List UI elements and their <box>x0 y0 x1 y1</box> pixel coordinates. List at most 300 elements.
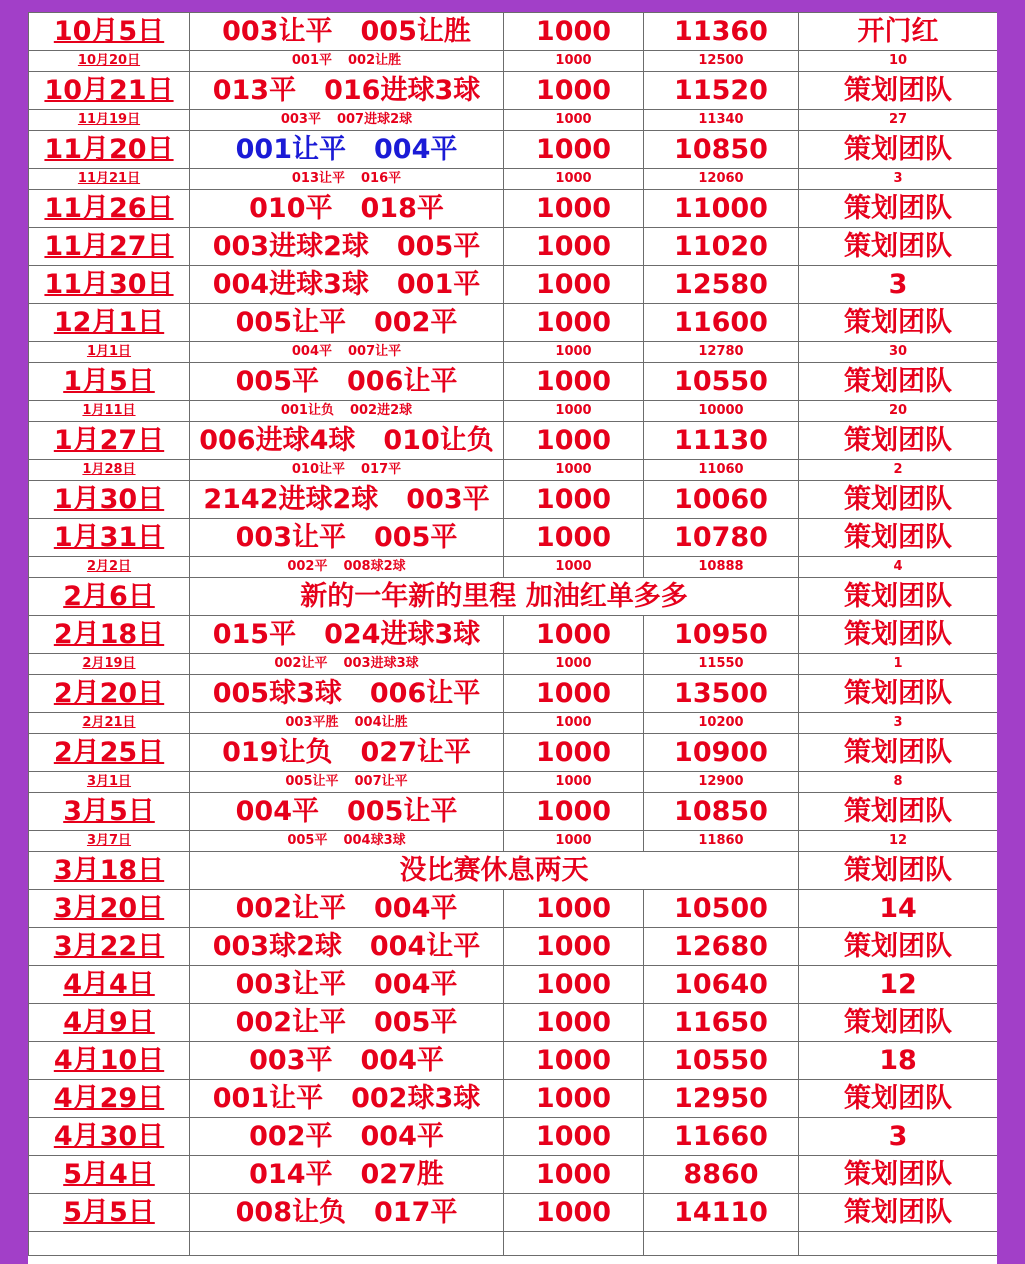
date-cell <box>29 557 190 578</box>
table-row <box>29 1118 998 1156</box>
note-cell <box>799 342 998 363</box>
return-cell <box>644 342 799 363</box>
note-text: 策划团队 <box>844 484 952 515</box>
return-cell <box>644 675 799 713</box>
date-cell <box>29 190 190 228</box>
pick-one: 004平 <box>235 796 319 827</box>
stake-cell <box>504 1194 644 1232</box>
empty-cell <box>504 1232 644 1256</box>
return-cell <box>644 713 799 734</box>
results-table-body <box>29 13 998 1256</box>
picks-cell <box>190 793 504 831</box>
return-value: 10500 <box>674 893 768 924</box>
stake-value: 1000 <box>535 619 612 650</box>
note-text: 策划团队 <box>844 931 952 962</box>
stake-value: 1000 <box>535 796 612 827</box>
return-value: 10550 <box>674 366 768 397</box>
pick-one: 019让负 <box>222 737 333 768</box>
note-text: 2 <box>893 462 903 477</box>
return-value: 10950 <box>674 619 768 650</box>
date-text: 1月30日 <box>53 484 165 515</box>
stake-cell <box>504 131 644 169</box>
note-text: 策划团队 <box>844 193 952 224</box>
table-row <box>29 928 998 966</box>
picks-cell <box>190 401 504 422</box>
date-cell <box>29 401 190 422</box>
return-value: 12900 <box>698 774 744 789</box>
return-value: 12580 <box>674 269 768 300</box>
note-cell <box>799 481 998 519</box>
stake-cell <box>504 481 644 519</box>
date-cell <box>29 1156 190 1194</box>
pick-one: 005让平 <box>235 307 346 338</box>
note-cell <box>799 616 998 654</box>
table-row <box>29 1232 998 1256</box>
picks-cell <box>190 169 504 190</box>
pick-two: 003进球3球 <box>343 656 419 671</box>
return-cell <box>644 169 799 190</box>
pick-two: 005平 <box>374 522 458 553</box>
stake-cell <box>504 304 644 342</box>
date-cell <box>29 51 190 72</box>
note-cell <box>799 1118 998 1156</box>
stake-cell <box>504 519 644 557</box>
stake-value: 1000 <box>535 269 612 300</box>
return-cell <box>644 557 799 578</box>
return-cell <box>644 1004 799 1042</box>
return-value: 12500 <box>698 53 744 68</box>
message-cell <box>190 852 799 890</box>
date-cell <box>29 675 190 713</box>
date-cell <box>29 342 190 363</box>
pick-two: 002平 <box>374 307 458 338</box>
pick-one: 005球3球 <box>212 678 342 709</box>
picks-cell <box>190 1080 504 1118</box>
stake-cell <box>504 890 644 928</box>
date-text: 5月5日 <box>63 1197 155 1228</box>
return-value: 12680 <box>674 931 768 962</box>
return-value: 11600 <box>674 307 768 338</box>
return-cell <box>644 131 799 169</box>
date-cell <box>29 890 190 928</box>
stake-value: 1000 <box>555 559 592 574</box>
note-text: 14 <box>879 893 917 924</box>
note-text: 策划团队 <box>844 1007 952 1038</box>
stake-cell <box>504 51 644 72</box>
date-cell <box>29 772 190 793</box>
note-text: 策划团队 <box>844 134 952 165</box>
date-text: 11月21日 <box>77 171 141 186</box>
return-cell <box>644 1080 799 1118</box>
pick-one: 003让平 <box>235 522 346 553</box>
stake-cell <box>504 616 644 654</box>
pick-one: 001让负 <box>280 403 334 418</box>
stake-value: 1000 <box>535 1045 612 1076</box>
picks-cell <box>190 72 504 110</box>
stake-value: 1000 <box>535 366 612 397</box>
stake-value: 1000 <box>535 678 612 709</box>
note-text: 策划团队 <box>844 1159 952 1190</box>
pick-one: 002平 <box>249 1121 333 1152</box>
stake-value: 1000 <box>535 969 612 1000</box>
pick-two: 006让平 <box>347 366 458 397</box>
return-value: 10900 <box>674 737 768 768</box>
stake-cell <box>504 734 644 772</box>
pick-one: 003让平 <box>235 969 346 1000</box>
stake-cell <box>504 342 644 363</box>
stake-value: 1000 <box>555 715 592 730</box>
date-text: 4月9日 <box>63 1007 155 1038</box>
pick-one: 003进球2球 <box>212 231 369 262</box>
table-row <box>29 304 998 342</box>
pick-two: 004让平 <box>369 931 481 962</box>
pick-two: 007让平 <box>354 774 408 789</box>
date-text: 2月18日 <box>53 619 165 650</box>
top-banner <box>0 0 1025 12</box>
picks-cell <box>190 460 504 481</box>
return-cell <box>644 1194 799 1232</box>
pick-one: 003平 <box>249 1045 333 1076</box>
table-row <box>29 519 998 557</box>
stake-value: 1000 <box>535 16 612 47</box>
note-cell <box>799 1042 998 1080</box>
stake-cell <box>504 266 644 304</box>
table-row <box>29 1194 998 1232</box>
stake-value: 1000 <box>555 833 592 848</box>
stake-value: 1000 <box>535 1083 612 1114</box>
results-sheet <box>28 12 997 1264</box>
return-value: 10060 <box>674 484 768 515</box>
pick-two: 027让平 <box>360 737 471 768</box>
return-value: 8860 <box>683 1159 759 1190</box>
picks-cell <box>190 966 504 1004</box>
table-row-detail <box>29 831 998 852</box>
return-value: 10000 <box>698 403 744 418</box>
table-row <box>29 966 998 1004</box>
date-text: 3月5日 <box>63 796 155 827</box>
stake-value: 1000 <box>535 307 612 338</box>
return-value: 11520 <box>674 75 768 106</box>
table-row <box>29 890 998 928</box>
note-cell <box>799 734 998 772</box>
stake-cell <box>504 966 644 1004</box>
picks-cell <box>190 13 504 51</box>
note-text: 12 <box>888 833 908 848</box>
date-text: 2月20日 <box>53 678 165 709</box>
date-cell <box>29 363 190 401</box>
picks-cell <box>190 890 504 928</box>
pick-one: 006进球4球 <box>199 425 356 456</box>
return-value: 10850 <box>674 796 768 827</box>
picks-cell <box>190 1118 504 1156</box>
return-cell <box>644 966 799 1004</box>
return-cell <box>644 363 799 401</box>
return-value: 12060 <box>698 171 744 186</box>
stake-value: 1000 <box>555 171 592 186</box>
table-row <box>29 734 998 772</box>
return-cell <box>644 831 799 852</box>
banner-text-cropped <box>0 0 1025 12</box>
picks-cell <box>190 110 504 131</box>
pick-two: 001平 <box>396 269 481 300</box>
note-cell <box>799 460 998 481</box>
return-cell <box>644 1118 799 1156</box>
note-text: 策划团队 <box>844 75 952 106</box>
note-cell <box>799 266 998 304</box>
return-cell <box>644 734 799 772</box>
date-text: 1月27日 <box>53 425 165 456</box>
table-row-detail <box>29 713 998 734</box>
stake-cell <box>504 1156 644 1194</box>
date-text: 3月1日 <box>86 774 132 789</box>
note-text: 策划团队 <box>844 231 952 262</box>
return-value: 10780 <box>674 522 768 553</box>
pick-two: 016进球3球 <box>324 75 481 106</box>
stake-cell <box>504 363 644 401</box>
pick-two: 002进2球 <box>349 403 413 418</box>
note-text: 8 <box>893 774 903 789</box>
pick-one: 2142进球2球 <box>203 484 379 515</box>
note-text: 3 <box>888 269 908 300</box>
pick-one: 005平 <box>287 833 328 848</box>
date-text: 4月29日 <box>53 1083 165 1114</box>
note-cell <box>799 772 998 793</box>
note-cell <box>799 928 998 966</box>
pick-one: 005让平 <box>285 774 339 789</box>
pick-two: 002球3球 <box>351 1083 481 1114</box>
return-cell <box>644 890 799 928</box>
table-row-detail <box>29 557 998 578</box>
picks-cell <box>190 342 504 363</box>
stake-cell <box>504 401 644 422</box>
stake-value: 1000 <box>535 737 612 768</box>
date-cell <box>29 793 190 831</box>
pick-one: 001让平 <box>235 134 346 165</box>
pick-one: 014平 <box>249 1159 333 1190</box>
pick-one: 002让平 <box>235 893 346 924</box>
date-cell <box>29 1080 190 1118</box>
stake-value: 1000 <box>535 484 612 515</box>
date-text: 11月19日 <box>77 112 141 127</box>
return-value: 11000 <box>674 193 768 224</box>
table-row <box>29 228 998 266</box>
table-row <box>29 616 998 654</box>
table-row-detail <box>29 342 998 363</box>
pick-two: 010让负 <box>383 425 494 456</box>
picks-cell <box>190 1004 504 1042</box>
return-value: 11660 <box>674 1121 768 1152</box>
stake-value: 1000 <box>535 1197 612 1228</box>
note-text: 18 <box>879 1045 917 1076</box>
stake-cell <box>504 713 644 734</box>
note-text: 1 <box>893 656 903 671</box>
note-cell <box>799 675 998 713</box>
date-text: 11月26日 <box>44 193 174 224</box>
pick-one: 010平 <box>249 193 333 224</box>
note-text: 20 <box>888 403 908 418</box>
stake-value: 1000 <box>555 403 592 418</box>
picks-cell <box>190 51 504 72</box>
pick-one: 010让平 <box>291 462 345 477</box>
results-table <box>28 12 997 1256</box>
date-cell <box>29 422 190 460</box>
date-cell <box>29 72 190 110</box>
date-cell <box>29 481 190 519</box>
note-cell <box>799 852 998 890</box>
picks-cell <box>190 734 504 772</box>
note-text: 10 <box>888 53 908 68</box>
date-cell <box>29 578 190 616</box>
table-row <box>29 131 998 169</box>
pick-one: 005平 <box>235 366 319 397</box>
note-cell <box>799 1194 998 1232</box>
pick-two: 005平 <box>374 1007 458 1038</box>
pick-two: 017平 <box>361 462 402 477</box>
date-cell <box>29 266 190 304</box>
pick-two: 006让平 <box>369 678 481 709</box>
picks-cell <box>190 363 504 401</box>
stake-cell <box>504 557 644 578</box>
stake-value: 1000 <box>555 656 592 671</box>
pick-two: 003平 <box>406 484 490 515</box>
return-cell <box>644 481 799 519</box>
pick-one: 004平 <box>291 344 332 359</box>
return-cell <box>644 1042 799 1080</box>
return-cell <box>644 72 799 110</box>
date-text: 12月1日 <box>53 307 165 338</box>
picks-cell <box>190 1042 504 1080</box>
note-cell <box>799 110 998 131</box>
return-value: 11340 <box>698 112 744 127</box>
return-value: 10640 <box>674 969 768 1000</box>
date-cell <box>29 928 190 966</box>
date-cell <box>29 852 190 890</box>
picks-cell <box>190 190 504 228</box>
date-cell <box>29 1194 190 1232</box>
date-cell <box>29 1118 190 1156</box>
pick-two: 002让胜 <box>348 53 402 68</box>
empty-cell <box>29 1232 190 1256</box>
pick-two: 007让平 <box>348 344 402 359</box>
picks-cell <box>190 557 504 578</box>
empty-cell <box>799 1232 998 1256</box>
note-text: 30 <box>888 344 908 359</box>
pick-one: 004进球3球 <box>212 269 369 300</box>
return-cell <box>644 422 799 460</box>
stake-value: 1000 <box>555 344 592 359</box>
note-cell <box>799 304 998 342</box>
note-text: 策划团队 <box>844 796 952 827</box>
return-cell <box>644 13 799 51</box>
picks-cell <box>190 928 504 966</box>
pick-one: 008让负 <box>235 1197 346 1228</box>
table-row <box>29 72 998 110</box>
stake-cell <box>504 1042 644 1080</box>
note-cell <box>799 557 998 578</box>
return-value: 12950 <box>674 1083 768 1114</box>
date-cell <box>29 304 190 342</box>
date-text: 1月1日 <box>86 344 132 359</box>
stake-value: 1000 <box>535 931 612 962</box>
stake-value: 1000 <box>535 893 612 924</box>
date-cell <box>29 13 190 51</box>
pick-two: 004平 <box>360 1045 444 1076</box>
table-row <box>29 481 998 519</box>
note-cell <box>799 169 998 190</box>
pick-two: 005让胜 <box>360 16 471 47</box>
table-row-detail <box>29 169 998 190</box>
pick-two: 004平 <box>360 1121 444 1152</box>
date-text: 5月4日 <box>63 1159 155 1190</box>
pick-two: 005平 <box>396 231 481 262</box>
pick-two: 017平 <box>374 1197 458 1228</box>
return-value: 14110 <box>674 1197 768 1228</box>
pick-two: 016平 <box>361 171 402 186</box>
return-cell <box>644 519 799 557</box>
table-row <box>29 363 998 401</box>
return-cell <box>644 616 799 654</box>
stake-cell <box>504 460 644 481</box>
stake-value: 1000 <box>535 134 612 165</box>
note-cell <box>799 578 998 616</box>
pick-two: 005让平 <box>347 796 458 827</box>
date-text: 10月5日 <box>53 16 165 47</box>
note-cell <box>799 190 998 228</box>
picks-cell <box>190 481 504 519</box>
return-value: 11550 <box>698 656 744 671</box>
note-text: 策划团队 <box>844 366 952 397</box>
note-text: 策划团队 <box>844 522 952 553</box>
table-row <box>29 793 998 831</box>
date-text: 2月19日 <box>82 656 136 671</box>
picks-cell <box>190 1156 504 1194</box>
return-cell <box>644 228 799 266</box>
date-cell <box>29 460 190 481</box>
date-text: 11月27日 <box>44 231 174 262</box>
picks-cell <box>190 1194 504 1232</box>
note-text: 策划团队 <box>844 307 952 338</box>
return-cell <box>644 190 799 228</box>
note-text: 3 <box>893 715 903 730</box>
picks-cell <box>190 228 504 266</box>
return-value: 11130 <box>674 425 768 456</box>
stake-cell <box>504 422 644 460</box>
table-row-detail <box>29 460 998 481</box>
empty-cell <box>190 1232 504 1256</box>
stake-cell <box>504 1118 644 1156</box>
note-cell <box>799 131 998 169</box>
return-value: 13500 <box>674 678 768 709</box>
picks-cell <box>190 713 504 734</box>
stake-cell <box>504 228 644 266</box>
table-row <box>29 1080 998 1118</box>
date-cell <box>29 169 190 190</box>
note-text: 策划团队 <box>844 678 952 709</box>
pick-two: 024进球3球 <box>324 619 481 650</box>
stake-value: 1000 <box>535 1007 612 1038</box>
stake-cell <box>504 110 644 131</box>
date-text: 3月18日 <box>53 855 165 886</box>
picks-cell <box>190 304 504 342</box>
picks-cell <box>190 772 504 793</box>
note-text: 策划团队 <box>844 737 952 768</box>
date-text: 3月22日 <box>53 931 165 962</box>
return-cell <box>644 654 799 675</box>
note-cell <box>799 401 998 422</box>
return-value: 10850 <box>674 134 768 165</box>
empty-cell <box>644 1232 799 1256</box>
return-cell <box>644 110 799 131</box>
